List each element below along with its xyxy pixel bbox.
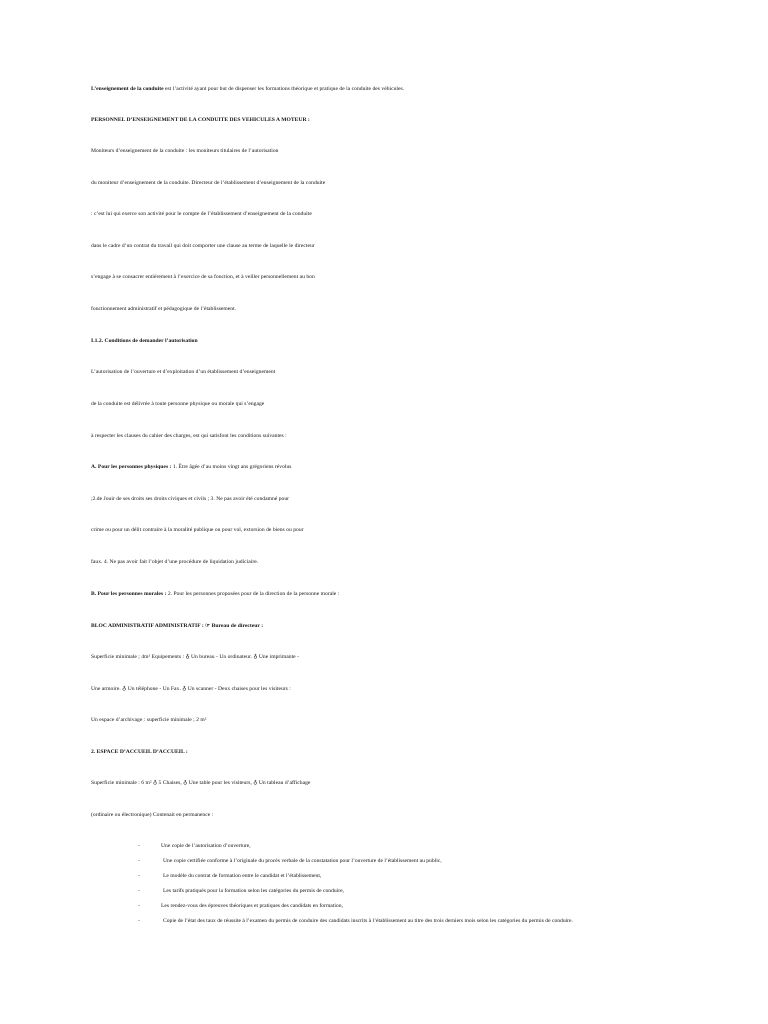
paragraph-text: de la conduite est délivrée à toute personne physique ou morale qui s’engage	[91, 401, 265, 407]
paragraph-line	[91, 780, 310, 787]
paragraph-line	[91, 464, 292, 471]
paragraph-text: Superficie minimale ; 4m² Equipements : ♁ Un bureau - Un ordinateur. ♁ Une imprimante -	[91, 654, 299, 660]
paragraph-line	[91, 338, 198, 345]
paragraph-line	[91, 180, 325, 187]
bullet-item-text: Les rendez-vous des épreuves théoriques et pratiques des candidats en formation,	[161, 903, 343, 909]
bullet-dash: -	[138, 858, 140, 864]
paragraph-line	[91, 306, 236, 313]
paragraph-bold-text: A. Pour les personnes physiques :	[91, 464, 172, 470]
paragraph-text: fonctionnement administratif et pédagogique de l’établissement.	[91, 306, 237, 312]
paragraph-bold-text: BLOC ADMINISTRATIF ADMINISTRATIF : ☞ Bureau de directeur :	[91, 623, 264, 629]
paragraph-text: s’engage à se consacrer entièrement à l’exercice de sa fonction, et à veiller personnellement au bon	[91, 274, 315, 280]
bullet-dash: -	[138, 918, 140, 924]
paragraph-line	[91, 812, 213, 819]
paragraph-text: du moniteur d’enseignement de la conduite. Directeur de l’établissement d’enseignement de la conduite	[91, 180, 326, 186]
bullet-item-text: Copie de l’état des taux de réussite à l’examen du permis de conduire des candidats inscrits à l’établissement au titre des trois derniers mois selon les catégories du permis de conduire.	[163, 918, 573, 924]
paragraph-line	[91, 369, 275, 376]
paragraph-text: est l’activité ayant pour but de dispenser les formations théorique et pratique de la conduite des véhicules.	[163, 86, 405, 92]
bullet-dash: -	[138, 888, 140, 894]
paragraph-bold-text: PERSONNEL D’ENSEIGNEMENT DE LA CONDUITE DES VEHICULES A MOTEUR :	[91, 117, 310, 123]
paragraph-text: Moniteurs d’enseignement de la conduite : les moniteurs titulaires de l’autorisation	[91, 148, 279, 154]
bullet-dash: -	[138, 903, 140, 909]
paragraph-line	[91, 433, 287, 440]
paragraph-line	[91, 623, 263, 630]
paragraph-line	[91, 717, 206, 724]
paragraph-text: faux. 4. Ne pas avoir fait l’objet d’une procédure de liquidation judiciaire.	[91, 559, 259, 565]
paragraph-text: Un espace d’archivage : superficie minimale ; 2 m²	[91, 717, 207, 723]
paragraph-text: à respecter les clauses du cahier des charges, est qui satisfont les conditions suivantes :	[91, 433, 287, 439]
paragraph-line	[91, 496, 289, 503]
paragraph-line	[91, 211, 312, 218]
bullet-item-text: Une copie certifiée conforme à l’originale du procès verbale de la constatation pour l’ouverture de l’établissement au public,	[163, 858, 442, 864]
paragraph-line	[91, 591, 339, 598]
paragraph-text: : c’est lui qui exerce son activité pour le compte de l’établissement d’enseignement de la conduite	[91, 211, 312, 217]
paragraph-line	[91, 401, 264, 408]
paragraph-text: L’autorisation de l’ouverture et d’exploitation d’un établissement d’enseignement	[91, 369, 276, 375]
paragraph-text: (ordinaire ou électronique) Contenait en permanence :	[91, 812, 214, 818]
paragraph-text: crime ou pour un délit contraire à la moralité publique ou pour vol, extorsion de biens ou pour	[91, 527, 304, 533]
paragraph-bold-text: I.1.2. Conditions de demander l’autorisation	[91, 338, 198, 344]
bullet-item-text: Le modèle du contrat de formation entre le candidat et l’établissement,	[163, 873, 322, 879]
paragraph-line	[91, 243, 315, 250]
paragraph-text: Superficie minimale : 6 m² ♁ 5 Chaises, ♁ Une table pour les visiteurs, ♁ Un tableau d’affichage	[91, 780, 311, 786]
bullet-dash: -	[138, 843, 140, 849]
paragraph-text: 1. Être âgée d’au moins vingt ans grégoriens révolus	[171, 464, 292, 470]
paragraph-text: Une armoire. ♁ Un téléphone - Un Fax. ♁ Un scanner - Deux chaises pour les visiteurs :	[91, 686, 291, 692]
paragraph-line	[91, 148, 278, 155]
paragraph-line	[91, 559, 258, 566]
paragraph-text: ;2.de Jouir de ses droits ses droits civiques et civils ; 3. Ne pas avoir été condamné pour	[91, 496, 290, 502]
paragraph-line	[91, 749, 188, 756]
paragraph-bold-text: 2. ESPACE D’ACCUEIL D’ACCUEIL :	[91, 749, 188, 755]
bullet-dash: -	[138, 873, 140, 879]
paragraph-line	[91, 654, 299, 661]
paragraph-bold-text: B. Pour les personnes morales :	[91, 591, 167, 597]
paragraph-line	[91, 527, 304, 534]
paragraph-text: 2. Pour les personnes proposées pour de la direction de la personne morale :	[166, 591, 340, 597]
paragraph-line	[91, 86, 404, 93]
bullet-item-text: Une copie de l’autorisation d’ouverture,	[161, 843, 251, 849]
paragraph-text: dans le cadre d’un contrat du travail qui doit comporter une clause au terme de laquelle le directeur	[91, 243, 315, 249]
paragraph-bold-text: L’enseignement de la conduite	[91, 86, 164, 92]
paragraph-line	[91, 117, 310, 124]
paragraph-line	[91, 274, 315, 281]
bullet-item-text: Les tarifs pratiqués pour la formation selon les catégories du permis de conduire,	[163, 888, 344, 894]
paragraph-line	[91, 686, 291, 693]
